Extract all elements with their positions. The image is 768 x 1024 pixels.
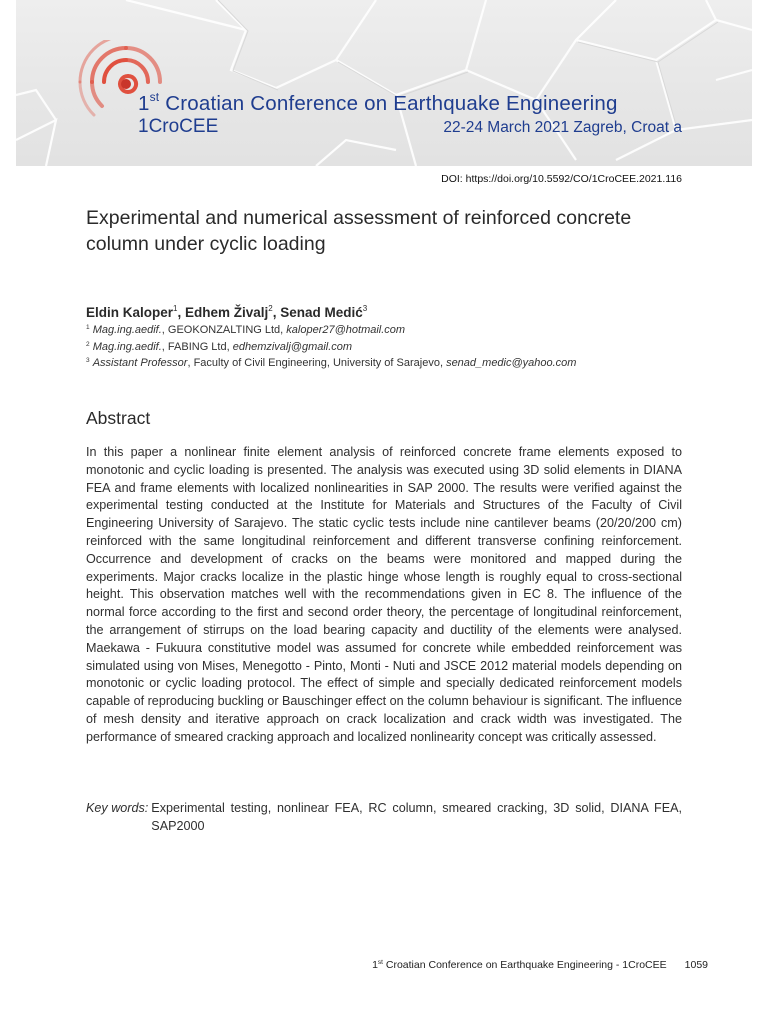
author-email[interactable]: kaloper27@hotmail.com	[286, 324, 406, 336]
affiliation-3: $^3$ Assistant Professor, Faculty of Civil Engineering, University of Sarajevo, senad_medic@yahoo.com	[86, 357, 577, 369]
keywords-text: Experimental testing, nonlinear FEA, RC column, smeared cracking, 3D solid, DIANA FEA, SAP2000	[151, 801, 682, 833]
author-name: Edhem Živalj	[184, 305, 269, 320]
keywords	[86, 800, 682, 836]
page-footer: 1st Croatian Conference on Earthquake Engineering - 1CroCEE 1059	[372, 959, 708, 971]
doi-link[interactable]: DOI: https://doi.org/10.5592/CO/1CroCEE.2021.116	[441, 173, 682, 185]
abstract-body: In this paper a nonlinear finite element analysis of reinforced concrete frame elements exposed to monotonic and cyclic loading is presented. The analysis was executed using 3D solid elements in DIANA FEA and frame elements with localized nonlinearities in SAP 2000. The results were verified against the experimental testing conducted at the Institute for Materials and Structures of the Faculty of Civil Engineering University of Sarajevo. The static cyclic tests include nine cantilever beams (20/20/200 cm) reinforced with the same longitudinal reinforcement and different transverse confining reinforcement. Occurrence and development of cracks on the beams were monitored and mapped during the experiments. Major cracks localize in the plastic hinge whose length is roughly equal to cross-sectional height. This observation matches well with the recommendations given in EC 8. The influence of the normal force according to the first and second order theory, the percentage of longitudinal reinforcement, the arrangement of stirrups on the load bearing capacity and ductility of the elements were analysed. Maekawa - Fukuura constitutive model was assumed for concrete while embedded reinforcement was simulated using von Mises, Menegotto - Pinto, Monti - Nuti and JSCE 2012 material models depending on monotonic or cyclic loading protocol. The effect of simple and specially dedicated reinforcement models capable of reproducing buckling or Bauschinger effect on the column behaviour is significant. The influence of mesh density and iterative approach on crack localization and crack width was investigated. The performance of smeared cracking approach and localized nonlinearity concept was critically assessed.	[86, 445, 683, 744]
author-email[interactable]: edhemzivalj@gmail.com	[232, 341, 353, 353]
page-number: 1059	[684, 959, 708, 971]
affiliation-1: $^1$ Mag.ing.aedif., GEOKONZALTING Ltd, kaloper27@hotmail.com	[86, 324, 406, 336]
abstract-heading: Abstract	[86, 408, 151, 428]
conference-banner	[16, 0, 752, 166]
affiliation-2: $^2$ Mag.ing.aedif., FABING Ltd, edhemzivalj@gmail.com	[86, 341, 353, 353]
author-list: Eldin Kaloper$^1$, Edhem Živalj$^2$, Senad Medić$^3$	[86, 304, 368, 320]
keywords-label: Key words:	[86, 801, 149, 815]
conference-title: 1st Croatian Conference on Earthquake Engineering	[138, 90, 618, 115]
author-email[interactable]: senad_medic@yahoo.com	[446, 357, 577, 369]
author-name: Eldin Kaloper	[86, 305, 174, 320]
author-name: Senad Medić	[280, 305, 363, 320]
paper-title: Experimental and numerical assessment of reinforced concrete column under cyclic loading	[86, 207, 632, 255]
conference-date-location: 22-24 March 2021 Zagreb, Croat a	[443, 119, 682, 136]
conference-abbreviation: 1CroCEE	[138, 116, 219, 137]
